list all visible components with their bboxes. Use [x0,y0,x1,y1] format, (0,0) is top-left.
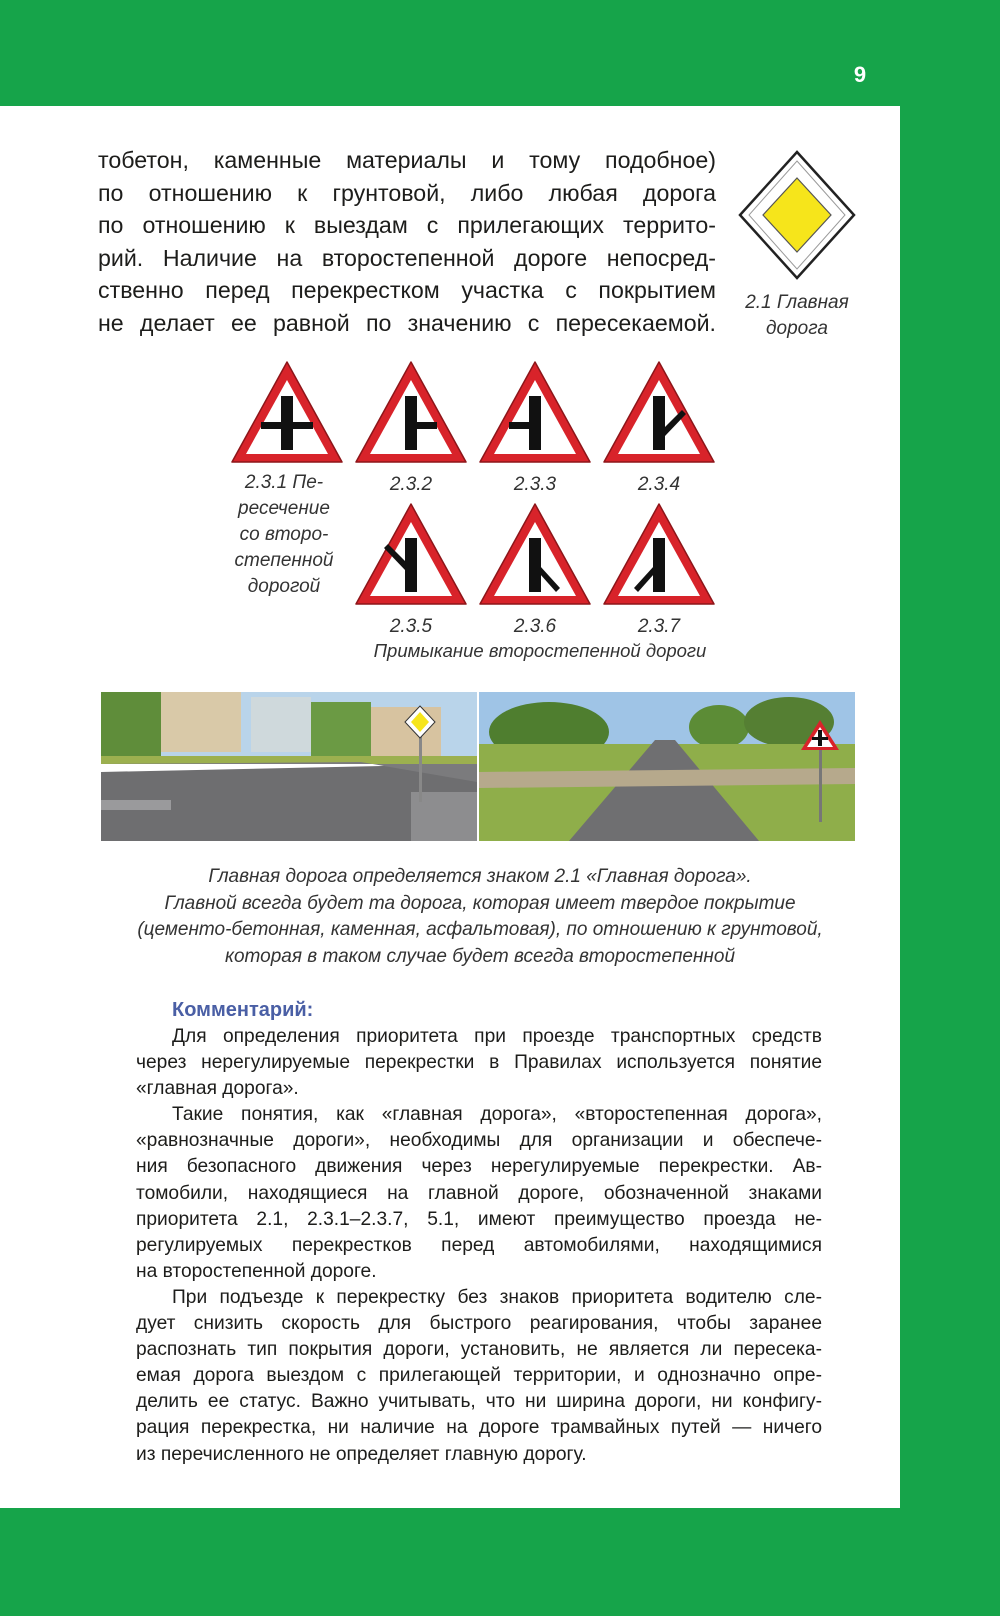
photo-rural-intersection [479,692,855,841]
sign-2-3-5-junction-icon [352,500,470,610]
comment-line: из перечисленного не определяет главную дорогу. [136,1443,587,1465]
intro-line: не делает ее равной по значению с пересекаемой. [98,309,716,336]
comment-line: приоритета 2.1, 2.3.1–2.3.7, 5.1, имеют преимущество проезда не- [136,1208,822,1230]
comment-line: распознать тип покрытия дороги, установить, не является ли пересека- [136,1339,822,1361]
main-road-sign-caption: 2.1 Главная дорога [745,292,849,339]
main-road-sign-icon [738,150,856,280]
comment-line: «главная дорога». [136,1078,299,1100]
comment-line: «равнозначные дороги», необходимы для организации и обеспече- [136,1130,822,1152]
sign-2-3-5-label: 2.3.5 [389,616,433,637]
sign-2-3-1-caption: 2.3.1 Пе- ресечение со второ- степенной дорогой [234,472,334,597]
sign-2-3-7-junction-icon [600,500,718,610]
intro-line: рий. Наличие на второстепенной дороге непосред- [98,244,716,271]
comment-line: ния безопасного движения через нерегулируемые перекрестки. Ав- [136,1156,822,1178]
sign-2-3-6-label: 2.3.6 [513,616,557,637]
comment-line: Для определения приоритета при проезде транспортных средств [172,1026,822,1047]
sign-2-3-4-junction-icon [600,358,718,468]
comment-heading: Комментарий: [172,999,314,1021]
bottom-green-band [0,1508,1000,1616]
sign-2-3-3-junction-icon [476,358,594,468]
comment-body [136,1024,822,1468]
sign-2-3-3-label: 2.3.3 [513,474,557,495]
sign-2-3-6-junction-icon [476,500,594,610]
city-intersection-illustration [101,692,477,841]
intro-line: по отношению к грунтовой, либо любая дорога [98,179,716,206]
intro-paragraph [98,144,716,339]
comment-line: емая дорога выездом с прилегающей территории, и однозначно опре- [136,1365,822,1387]
comment-line: через нерегулируемые перекрестки в Правилах используется понятие [136,1052,822,1074]
sign-2-3-2-label: 2.3.2 [389,474,433,495]
sign-2-3-4-label: 2.3.4 [637,474,681,495]
comment-line: Такие понятия, как «главная дорога», «второстепенная дорога», [172,1104,822,1126]
intro-line: по отношению к выездам с прилегающих террито- [98,212,716,238]
intro-line: тобетон, каменные материалы и тому подобное) [98,147,716,173]
page-number: 9 [853,62,867,87]
right-green-band [900,0,1000,1616]
sign-2-3-1-crossing-icon [228,358,346,468]
top-green-band [0,0,1000,106]
rural-intersection-illustration [479,692,855,841]
photo-caption: Главная дорога определяется знаком 2.1 «Главная дорога». Главной всегда будет та дорога, которая имеет твердое покрытие (цементо-бетонная, каменная, асфальтовая), по отношению к грунтовой, которая в таком случае будет всегда второстепенной [137,866,823,967]
comment-line: регулируемых перекрестков перед автомобилями, находящимися [136,1234,822,1256]
comment-line: на второстепенной дороге. [136,1260,377,1282]
photo-city-intersection [101,692,477,841]
comment-line: дует снизить скорость для быстрого реагирования, чтобы заранее [136,1313,822,1335]
comment-line: томобили, находящиеся на главной дороге, обозначенной знаками [136,1182,822,1204]
intro-line: ственно перед перекрестком участка с покрытием [98,277,716,303]
sign-2-3-7-label: 2.3.7 [637,616,681,637]
comment-line: При подъезде к перекрестку без знаков приоритета водителю сле- [172,1286,822,1308]
comment-line: делить ее статус. Важно учитывать, что ни ширина дороги, ни конфигу- [136,1391,822,1413]
sign-2-3-2-junction-icon [352,358,470,468]
junction-signs-caption: Примыкание второстепенной дороги [373,640,707,661]
comment-line: рация перекрестка, ни наличие на дороге трамвайных путей — ничего [136,1417,822,1439]
